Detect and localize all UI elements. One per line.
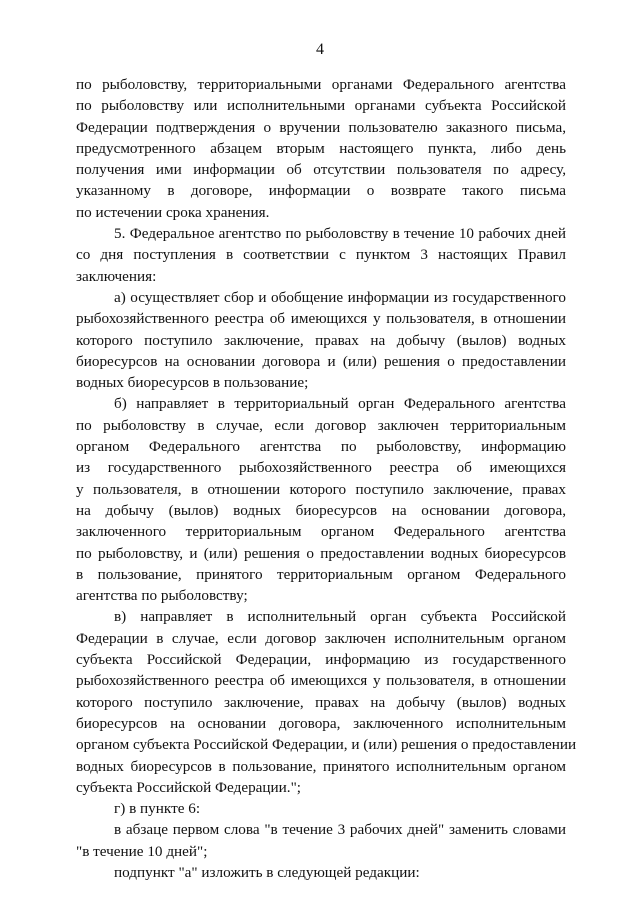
- text-line: по истечении срока хранения.: [76, 203, 270, 221]
- text-line: по рыболовству или исполнительными органами субъекта Российской: [76, 97, 566, 115]
- text-line: в) направляет в исполнительный орган субъекта Российской: [114, 608, 566, 626]
- text-line: в абзаце первом слова "в течение 3 рабочих дней" заменить словами: [114, 821, 566, 839]
- text-line: по рыболовству в случае, если договор заключен территориальным: [76, 416, 566, 434]
- text-line: а) осуществляет сбор и обобщение информации из государственного: [114, 288, 566, 306]
- text-line: рыбохозяйственного реестра об имеющихся у пользователя, в отношении: [76, 672, 566, 690]
- text-line: которого поступило заключение, правах на добычу (вылов) водных: [76, 331, 566, 349]
- text-line: субъекта Российской Федерации.";: [76, 778, 302, 796]
- text-line: заключенного территориальным органом Федерального агентства: [76, 523, 566, 541]
- text-line: предусмотренного абзацем вторым настоящего пункта, либо день: [76, 139, 566, 157]
- text-line: г) в пункте 6:: [114, 800, 201, 818]
- text-line: водных биоресурсов в пользование, принятого исполнительным органом: [76, 757, 566, 775]
- text-line: подпункт "а" изложить в следующей редакции:: [114, 863, 420, 881]
- text-line: рыбохозяйственного реестра об имеющихся у пользователя, в отношении: [76, 310, 566, 328]
- text-line: которого поступило заключение, правах на добычу (вылов) водных: [76, 693, 566, 711]
- text-line: Федерации в случае, если договор заключен исполнительным органом: [76, 629, 566, 647]
- text-line: в пользование, принятого территориальным органом Федерального: [76, 565, 566, 583]
- text-line: у пользователя, в отношении которого поступило заключение, правах: [76, 480, 566, 498]
- text-line: на добычу (вылов) водных биоресурсов на основании договора,: [76, 501, 566, 519]
- text-line: субъекта Российской Федерации, информацию из государственного: [76, 651, 566, 669]
- text-line: получения ими информации об отсутствии пользователя по адресу,: [76, 161, 566, 179]
- text-line: со дня поступления в соответствии с пунктом 3 настоящих Правил: [76, 246, 566, 264]
- text-line: по рыболовству, и (или) решения о предоставлении водных биоресурсов: [76, 544, 566, 562]
- text-line: заключения:: [76, 267, 157, 285]
- text-line: биоресурсов на основании договора и (или) решения о предоставлении: [76, 352, 566, 370]
- text-line: 5. Федеральное агентство по рыболовству в течение 10 рабочих дней: [114, 225, 566, 243]
- text-line: указанному в договоре, информации о возврате такого письма: [76, 182, 566, 200]
- text-line: органом Федерального агентства по рыболовству, информацию: [76, 438, 566, 456]
- text-line: водных биоресурсов в пользование;: [76, 374, 309, 392]
- text-line: по рыболовству, территориальными органами Федерального агентства: [76, 76, 566, 93]
- text-line: органом субъекта Российской Федерации, и (или) решения о предоставлении: [76, 736, 577, 754]
- document-body: [76, 74, 577, 883]
- text-line: биоресурсов на основании договора, заключенного исполнительным: [76, 714, 566, 732]
- text-line: б) направляет в территориальный орган Федерального агентства: [114, 395, 566, 413]
- page-number: 4: [316, 41, 324, 58]
- text-line: Федерации подтверждения о вручении пользователю заказного письма,: [76, 118, 566, 136]
- text-line: "в течение 10 дней";: [76, 842, 208, 860]
- text-line: агентства по рыболовству;: [76, 587, 248, 605]
- text-line: из государственного рыбохозяйственного реестра об имеющихся: [76, 459, 566, 477]
